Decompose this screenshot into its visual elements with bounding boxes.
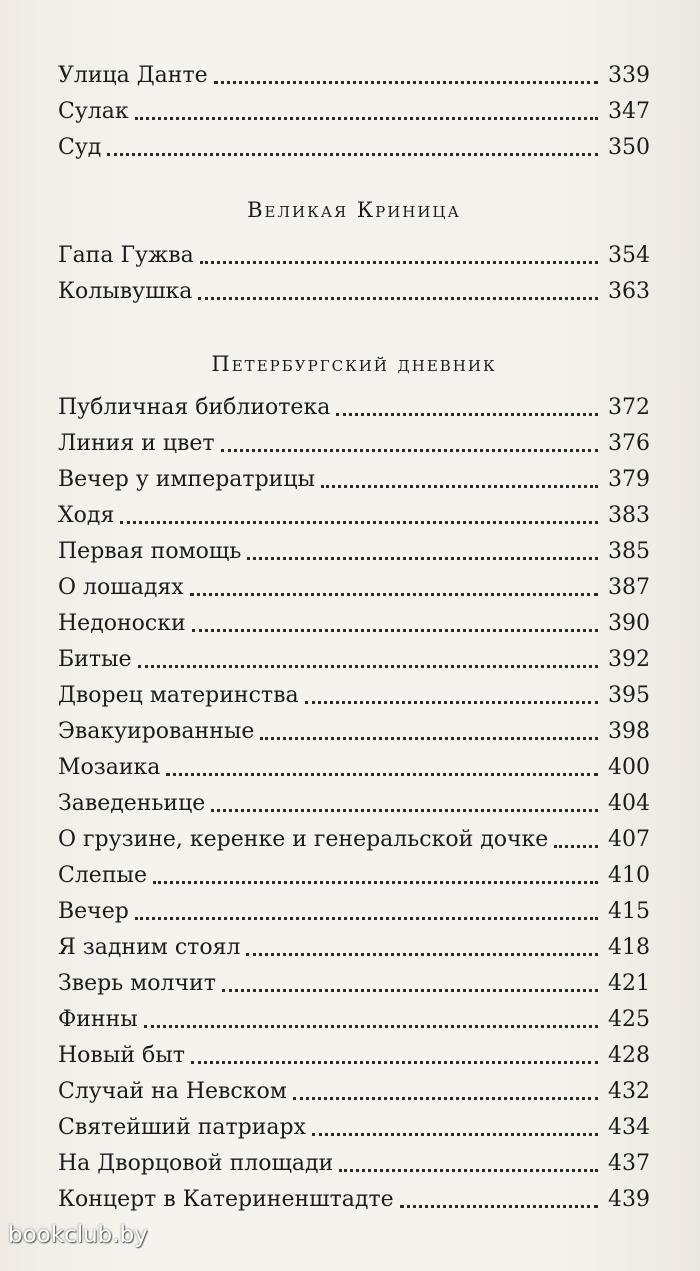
dot-leader bbox=[312, 1133, 598, 1136]
toc-entry-page: 425 bbox=[608, 1007, 650, 1032]
toc-entry-page: 432 bbox=[608, 1079, 650, 1104]
dot-leader bbox=[214, 81, 598, 84]
toc-entry-title: Эвакуированные bbox=[58, 719, 255, 744]
dot-leader bbox=[247, 557, 598, 560]
toc-entry-title: Мозаика bbox=[58, 755, 161, 780]
dot-leader bbox=[222, 989, 598, 992]
toc-entry-title: Публичная библиотека bbox=[58, 395, 331, 420]
dot-leader bbox=[339, 1169, 598, 1172]
toc-entry bbox=[58, 498, 650, 534]
dot-leader bbox=[211, 809, 598, 812]
toc-entry bbox=[58, 238, 650, 274]
dot-leader bbox=[138, 665, 598, 668]
dot-leader bbox=[336, 413, 598, 416]
toc-entry-page: 390 bbox=[608, 611, 650, 636]
dot-leader bbox=[305, 701, 598, 704]
watermark: bookclub.by bbox=[8, 1222, 148, 1248]
toc-entry-page: 434 bbox=[608, 1115, 650, 1140]
toc-entry-page: 392 bbox=[608, 647, 650, 672]
section-heading: Петербургский дневник bbox=[211, 352, 497, 376]
dot-leader bbox=[191, 1061, 598, 1064]
toc-entry bbox=[58, 1074, 650, 1110]
toc-entry-page: 418 bbox=[608, 935, 650, 960]
toc-entry bbox=[58, 274, 650, 310]
toc-entry-title: Вечер bbox=[58, 899, 129, 924]
table-of-contents bbox=[58, 58, 650, 1218]
dot-leader bbox=[153, 881, 598, 884]
toc-entry-page: 421 bbox=[608, 971, 650, 996]
toc-entry bbox=[58, 130, 650, 166]
toc-entry-title: Линия и цвет bbox=[58, 431, 215, 456]
toc-entry-title: Гапа Гужва bbox=[58, 243, 194, 268]
toc-entry bbox=[58, 966, 650, 1002]
toc-entry-page: 387 bbox=[608, 575, 650, 600]
toc-entry-page: 407 bbox=[608, 827, 650, 852]
toc-entry-page: 383 bbox=[608, 503, 650, 528]
toc-entry bbox=[58, 750, 650, 786]
toc-entry-page: 347 bbox=[608, 99, 650, 124]
toc-entry bbox=[58, 58, 650, 94]
toc-entry-page: 376 bbox=[608, 431, 650, 456]
toc-entry-title: Я задним стоял bbox=[58, 935, 241, 960]
toc-entry-title: Улица Данте bbox=[58, 63, 208, 88]
toc-entry-title: Первая помощь bbox=[58, 539, 242, 564]
toc-entry bbox=[58, 1146, 650, 1182]
toc-entry bbox=[58, 462, 650, 498]
toc-entry-title: Святейший патриарх bbox=[58, 1115, 307, 1140]
dot-leader bbox=[166, 773, 598, 776]
section-heading: Великая Криница bbox=[247, 198, 461, 222]
toc-entry-page: 415 bbox=[608, 899, 650, 924]
toc-entry bbox=[58, 1110, 650, 1146]
toc-entry-title: Вечер у императрицы bbox=[58, 467, 315, 492]
toc-entry-page: 398 bbox=[608, 719, 650, 744]
toc-entry bbox=[58, 858, 650, 894]
toc-entry-page: 400 bbox=[608, 755, 650, 780]
toc-entry bbox=[58, 390, 650, 426]
toc-entry bbox=[58, 1038, 650, 1074]
toc-entry-page: 339 bbox=[608, 63, 650, 88]
toc-entry bbox=[58, 94, 650, 130]
toc-entry-page: 410 bbox=[608, 863, 650, 888]
dot-leader bbox=[135, 117, 598, 120]
toc-entry-title: Сулак bbox=[58, 99, 129, 124]
dot-leader bbox=[200, 261, 598, 264]
toc-entry-title: О грузине, керенке и генеральской дочке bbox=[58, 827, 549, 852]
dot-leader bbox=[293, 1097, 598, 1100]
dot-leader bbox=[221, 449, 598, 452]
toc-entry-page: 363 bbox=[608, 279, 650, 304]
toc-entry bbox=[58, 1182, 650, 1218]
toc-entry-title: Ходя bbox=[58, 503, 115, 528]
toc-entry bbox=[58, 714, 650, 750]
toc-entry-title: Слепые bbox=[58, 863, 148, 888]
toc-entry bbox=[58, 1002, 650, 1038]
toc-entry-title: Битые bbox=[58, 647, 132, 672]
toc-entry-title: Случай на Невском bbox=[58, 1079, 287, 1104]
toc-entry-page: 395 bbox=[608, 683, 650, 708]
toc-entry bbox=[58, 894, 650, 930]
toc-entry-page: 404 bbox=[608, 791, 650, 816]
toc-entry bbox=[58, 606, 650, 642]
dot-leader bbox=[260, 737, 598, 740]
toc-entry-title: Концерт в Катериненштадте bbox=[58, 1187, 394, 1212]
toc-entry-title: Колывушка bbox=[58, 279, 193, 304]
toc-entry-title: Финны bbox=[58, 1007, 138, 1032]
toc-entry-title: На Дворцовой площади bbox=[58, 1151, 334, 1176]
dot-leader bbox=[190, 593, 598, 596]
toc-entry-title: Новый быт bbox=[58, 1043, 185, 1068]
toc-entry-page: 350 bbox=[608, 135, 650, 160]
dot-leader bbox=[198, 297, 598, 300]
dot-leader bbox=[144, 1025, 598, 1028]
toc-entry bbox=[58, 678, 650, 714]
toc-entry bbox=[58, 930, 650, 966]
dot-leader bbox=[400, 1205, 598, 1208]
toc-entry bbox=[58, 786, 650, 822]
dot-leader bbox=[135, 917, 598, 920]
dot-leader bbox=[107, 153, 598, 156]
toc-entry-page: 372 bbox=[608, 395, 650, 420]
toc-entry-title: Зверь молчит bbox=[58, 971, 216, 996]
toc-entry bbox=[58, 570, 650, 606]
toc-entry-title: Недоноски bbox=[58, 611, 186, 636]
toc-entry-page: 437 bbox=[608, 1151, 650, 1176]
toc-entry-page: 354 bbox=[608, 243, 650, 268]
toc-entry-page: 428 bbox=[608, 1043, 650, 1068]
toc-entry-title: Заведеньице bbox=[58, 791, 206, 816]
dot-leader bbox=[321, 485, 598, 488]
toc-entry-page: 379 bbox=[608, 467, 650, 492]
toc-entry bbox=[58, 642, 650, 678]
dot-leader bbox=[554, 845, 598, 848]
toc-entry-title: Дворец материнства bbox=[58, 683, 299, 708]
toc-entry bbox=[58, 534, 650, 570]
toc-entry bbox=[58, 822, 650, 858]
dot-leader bbox=[246, 953, 598, 956]
toc-entry-page: 385 bbox=[608, 539, 650, 564]
dot-leader bbox=[120, 521, 598, 524]
dot-leader bbox=[192, 629, 598, 632]
toc-entry bbox=[58, 426, 650, 462]
toc-entry-title: О лошадях bbox=[58, 575, 184, 600]
toc-entry-title: Суд bbox=[58, 135, 102, 160]
toc-entry-page: 439 bbox=[608, 1187, 650, 1212]
